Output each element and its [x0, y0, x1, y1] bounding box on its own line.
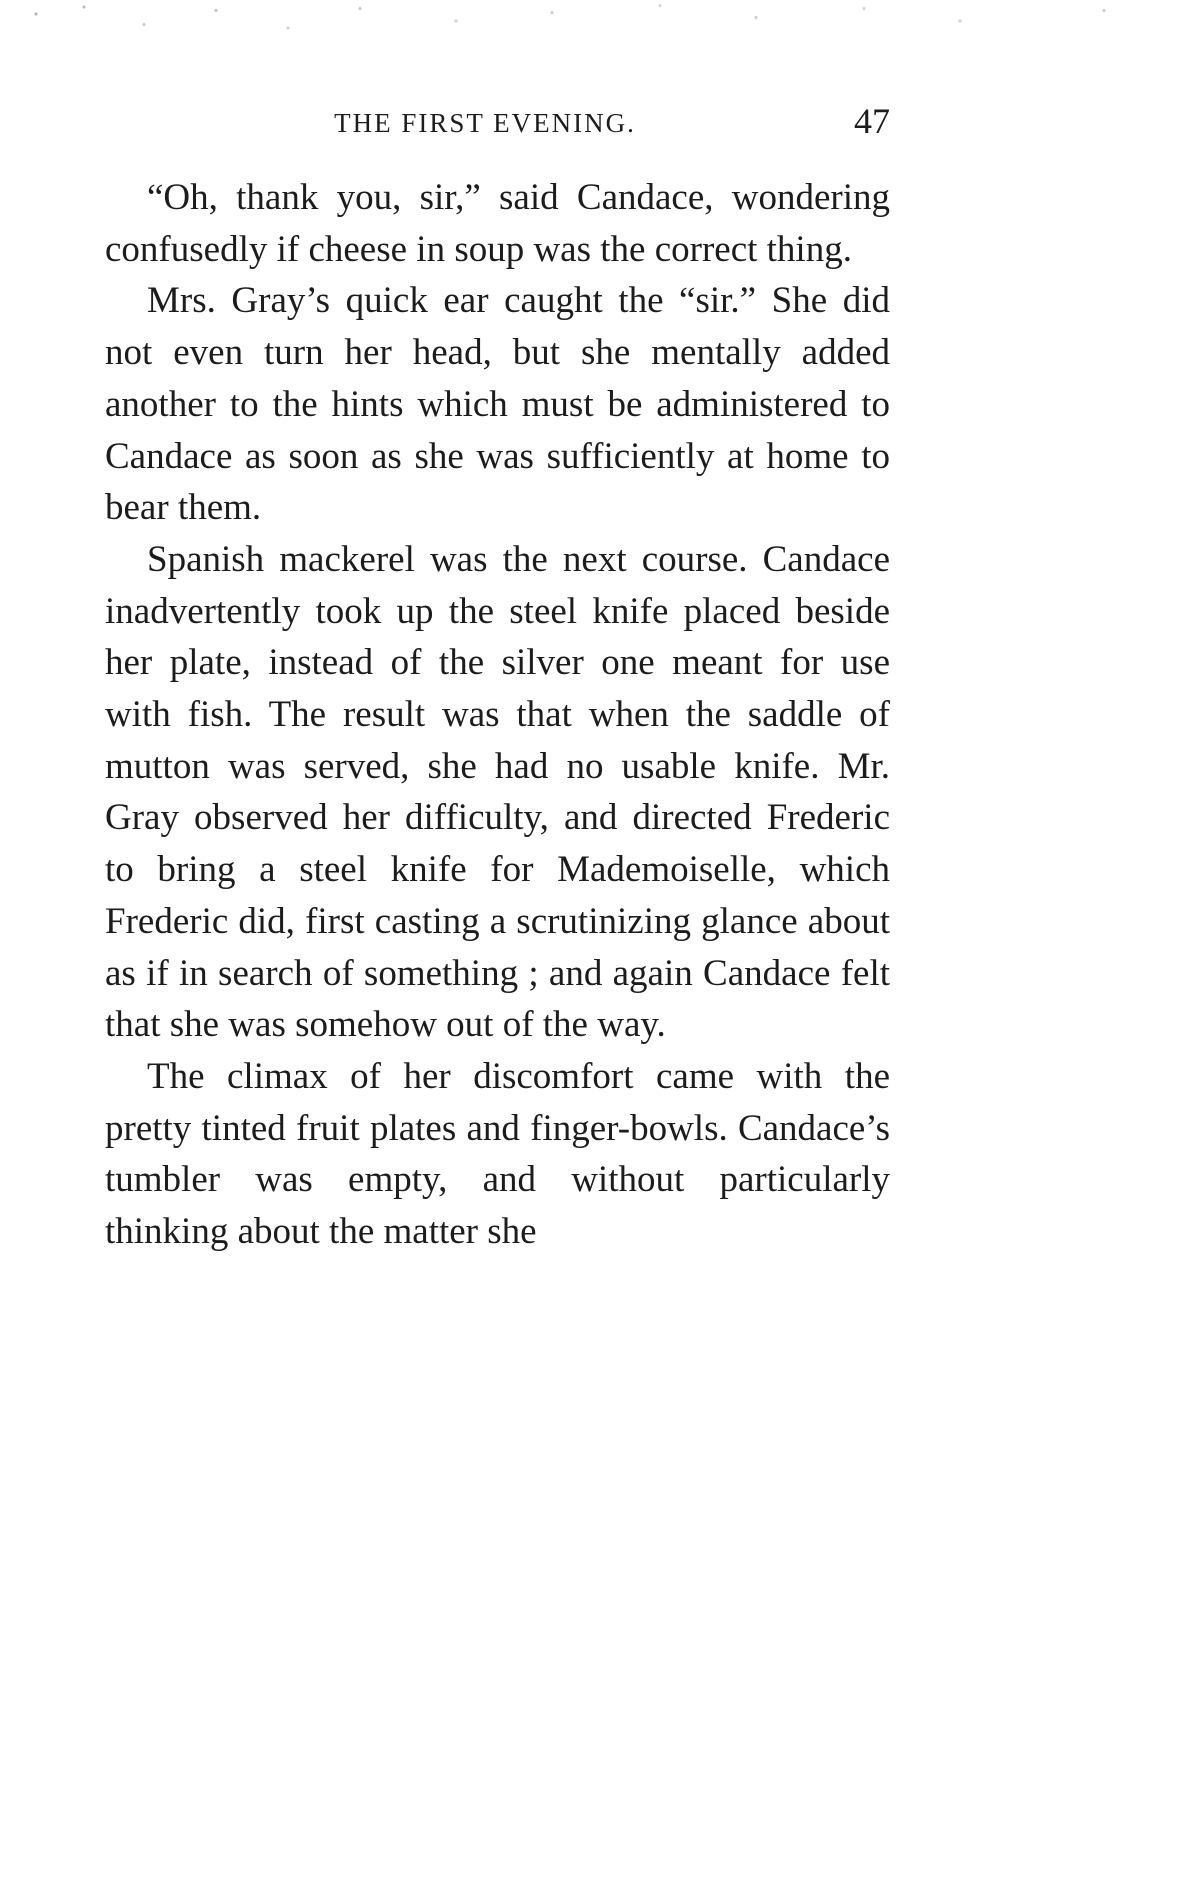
paragraph-4: The climax of her discomfort came with the pretty tinted fruit plates and finger-bowls. Candace’s tumbler was empty, and without particularly thinking about the matter she — [105, 1055, 890, 1253]
page-header — [120, 100, 890, 150]
scan-speckle — [0, 0, 1200, 70]
page-number: 47 — [854, 101, 890, 141]
paragraph-3: Spanish mackerel was the next course. Candace inadvertently took up the steel knife placed beside her plate, instead of the silver one meant for use with fish. The result was that when the saddle of mutton was served, she had no usable knife. Mr. Gray observed her difficulty, and directed Frederic to bring a steel knife for Mademoiselle, which Frederic did, first casting a scrutinizing glance about as if in search of something ; and again Candace felt that she was somehow out of the way. — [105, 538, 890, 1046]
body-text — [105, 172, 890, 1258]
paragraph-2: Mrs. Gray’s quick ear caught the “sir.” She did not even turn her head, but she mentally added another to the hints which must be administered to Candace as soon as she was sufficiently at home to bear them. — [105, 280, 890, 529]
paragraph-1: “Oh, thank you, sir,” said Candace, wondering confusedly if cheese in soup was the correct thing. — [105, 177, 890, 270]
running-title: THE FIRST EVENING. — [334, 108, 636, 138]
